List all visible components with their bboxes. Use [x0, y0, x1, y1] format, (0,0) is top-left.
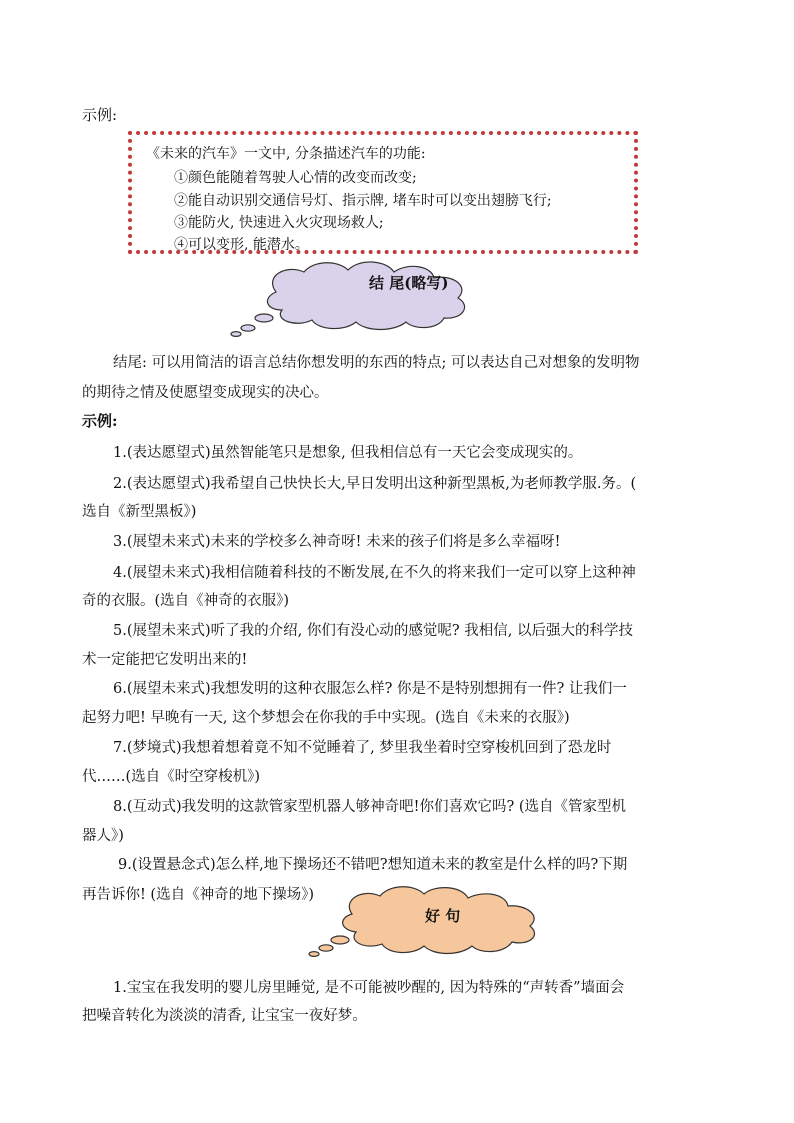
ending-para-line-1: 结尾: 可以用简洁的语言总结你想发明的东西的特点; 可以表达自己对想象的发明物: [113, 355, 640, 371]
cloud-title-good-sentence: 好 句: [425, 907, 461, 925]
cloud-title-ending: 结 尾(略写): [369, 274, 449, 292]
example-2-line-2: 选自《新型黑板》): [82, 504, 197, 520]
example-4-line-2: 奇的衣服。(选自《神奇的衣服》): [82, 593, 290, 609]
box-item-2: ②能自动识别交通信号灯、指示牌, 堵车时可以变出翅膀飞行;: [174, 193, 552, 209]
box-item-1: ①颜色能随着驾驶人心情的改变而改变;: [174, 170, 417, 186]
example-4-line-1: 4.(展望未来式)我相信随着科技的不断发展,在不久的将来我们一定可以穿上这种神: [113, 565, 636, 581]
ending-para-line-2: 的期待之情及使愿望变成现实的决心。: [82, 385, 329, 401]
box-intro: 《未来的汽车》一文中, 分条描述汽车的功能:: [146, 146, 426, 162]
box-item-3: ③能防火, 快速进入火灾现场救人;: [174, 215, 384, 231]
example-6-line-2: 起努力吧! 早晚有一天, 这个梦想会在你我的手中实现。(选自《未来的衣服》): [82, 710, 570, 726]
example-5-line-1: 5.(展望未来式)听了我的介绍, 你们有没心动的感觉呢? 我相信, 以后强大的科学技: [113, 623, 633, 639]
example-9-line-2: 再告诉你! (选自《神奇的地下操场》): [82, 887, 314, 903]
example-label-1: 示例:: [82, 106, 118, 124]
example-box: [128, 131, 638, 254]
cloud-shape-1: [226, 258, 516, 340]
example-7-line-1: 7.(梦境式)我想着想着竟不知不觉睡着了, 梦里我坐着时空穿梭机回到了恐龙时: [113, 740, 612, 756]
example-6-line-1: 6.(展望未来式)我想发明的这种衣服怎么样? 你是不是特别想拥有一件? 让我们一: [113, 681, 627, 697]
example-3: 3.(展望未来式)未来的学校多么神奇呀! 未来的孩子们将是多么幸福呀!: [113, 534, 561, 550]
good-sentence-line-1: 1.宝宝在我发明的婴儿房里睡觉, 是不可能被吵醒的, 因为特殊的“声转香”墙面会: [113, 980, 625, 996]
box-item-4: ④可以变形, 能潜水。: [174, 237, 309, 253]
example-5-line-2: 术一定能把它发明出来的!: [82, 652, 248, 668]
example-8-line-1: 8.(互动式)我发明的这款管家型机器人够神奇吧!你们喜欢它吗? (选自《管家型机: [113, 799, 627, 815]
example-2-line-1: 2.(表达愿望式)我希望自己快快长大,早日发明出这种新型黑板,为老师教学服.务。(: [113, 476, 637, 492]
example-1: 1.(表达愿望式)虽然智能笔只是想象, 但我相信总有一天它会变成现实的。: [113, 445, 583, 461]
example-7-line-2: 代……(选自《时空穿梭机》): [82, 769, 261, 785]
good-sentence-line-2: 把噪音转化为淡淡的清香, 让宝宝一夜好梦。: [82, 1008, 367, 1024]
example-9-line-1: 9.(设置悬念式)怎么样,地下操场还不错吧?想知道未来的教室是什么样的吗?下期: [118, 857, 628, 873]
example-label-2: 示例:: [82, 412, 118, 430]
example-8-line-2: 器人》): [82, 828, 124, 844]
